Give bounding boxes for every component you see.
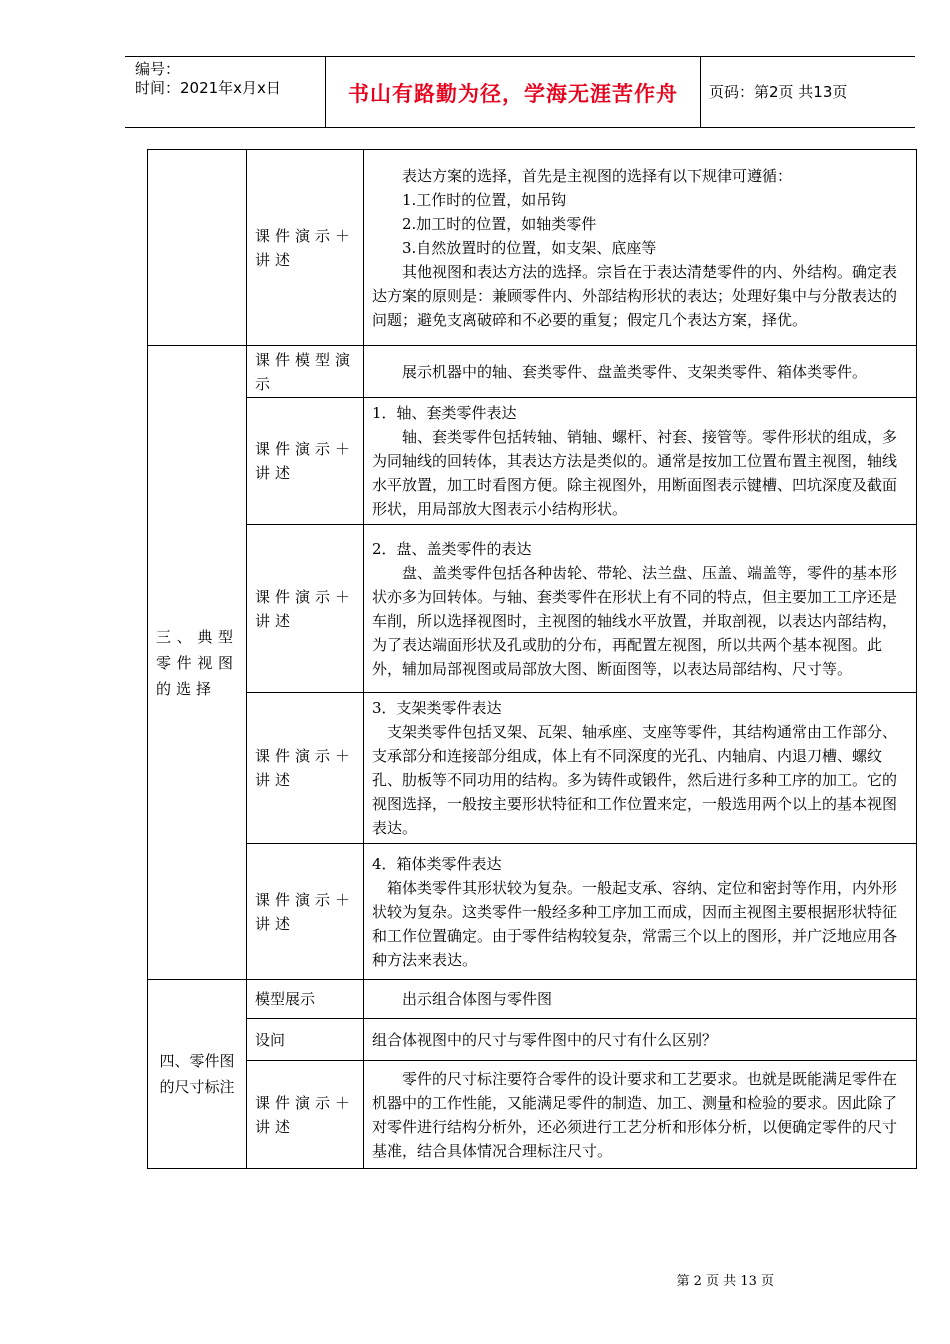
content-cell: 出示组合体图与零件图 [364,980,917,1019]
table-row [148,1019,917,1061]
table-row [148,346,917,398]
category-cell [148,150,247,346]
content-cell: 1．轴、套类零件表达 轴、套类零件包括转轴、销轴、螺杆、衬套、接管等。零件形状的组成，多为同轴线的回转体，其表达方法是类似的。通常是按加工位置布置主视图，轴线水平放置，加工时看图方便。除主视图外，用断面图表示键槽、凹坑深度及截面形状，用局部放大图表示小结构形状。 [364,398,917,525]
header-motto: 书山有路勤为径，学海无涯苦作舟 [348,82,678,106]
table-row [148,844,917,980]
table-row [148,980,917,1019]
table-row [148,693,917,844]
method-cell: 课件演示＋讲述 [247,844,364,980]
header-page-label: 页码：第2页 共13页 [709,83,848,101]
table-row [148,150,917,346]
lesson-table [147,149,917,1169]
subsection-heading: 4．箱体类零件表达 [372,854,502,873]
table-row [148,525,917,693]
table-row [148,398,917,525]
content-cell: 零件的尺寸标注要符合零件的设计要求和工艺要求。也就是既能满足零件在机器中的工作性能，又能满足零件的制造、加工、测量和检验的要求。因此除了对零件进行结构分析外，还必须进行工艺分析和形体分析，以便确定零件的尺寸基准，结合具体情况合理标注尺寸。 [364,1061,917,1169]
method-cell: 课件演示＋讲述 [247,1061,364,1169]
section-title-4: 四、零件图的尺寸标注 [148,980,247,1169]
content-cell: 4．箱体类零件表达 箱体类零件其形状较为复杂。一般起支承、容纳、定位和密封等作用，内外形状较为复杂。这类零件一般经多种工序加工而成，因而主视图主要根据形状特征和工作位置确定。由于零件结构较复杂，常需三个以上的图形，并广泛地应用各种方法来表达。 [364,844,917,980]
method-cell: 课件演示＋讲述 [247,398,364,525]
content-cell: 展示机器中的轴、套类零件、盘盖类零件、支架类零件、箱体类零件。 [364,346,917,398]
page-footer: 第 2 页 共 13 页 [676,1274,774,1289]
header-meta [135,60,281,98]
content-cell: 3．支架类零件表达 支架类零件包括叉架、瓦架、轴承座、支座等零件，其结构通常由工作部分、支承部分和连接部分组成，体上有不同深度的光孔、内轴肩、内退刀槽、螺纹孔、肋板等不同功用的结构。多为铸件或锻件，然后进行多种工序的加工。它的视图选择，一般按主要形状特征和工作位置来定，一般选用两个以上的基本视图表达。 [364,693,917,844]
method-cell: 模型展示 [247,980,364,1019]
method-cell: 课件演示＋讲述 [247,150,364,346]
method-cell: 课件演示＋讲述 [247,525,364,693]
table-row [148,1061,917,1169]
content-cell: 表达方案的选择，首先是主视图的选择有以下规律可遵循： 1.工作时的位置，如吊钩 2.加工时的位置，如轴类零件 3.自然放置时的位置，如支架、底座等 其他视图和表达方法的选择。宗旨在于表达清楚零件的内、外结构。确定表达方案的原则是：兼顾零件内、外部结构形状的表达；处理好集中与分散表达的问题；避免支离破碎和不必要的重复；假定几个表达方案，择优。 [364,150,917,346]
time-label: 时间：2021年x月x日 [135,79,281,97]
content-cell: 2．盘、盖类零件的表达 盘、盖类零件包括各种齿轮、带轮、法兰盘、压盖、端盖等，零件的基本形状亦多为回转体。与轴、套类零件在形状上有不同的特点，但主要加工工序还是车削，所以选择视图时，主视图的轴线水平放置，并取剖视，以表达内部结构，为了表达端面形状及孔或肋的分布，再配置左视图，所以共两个基本视图。此外，辅加局部视图或局部放大图、断面图等，以表达局部结构、尺寸等。 [364,525,917,693]
number-label: 编号： [135,60,181,78]
method-cell: 课件模型演示 [247,346,364,398]
subsection-heading: 1．轴、套类零件表达 [372,404,517,422]
page-header [125,56,915,128]
subsection-heading: 3．支架类零件表达 [372,699,502,717]
header-divider [700,57,701,127]
method-cell: 课件演示＋讲述 [247,693,364,844]
subsection-heading: 2．盘、盖类零件的表达 [372,539,532,558]
content-cell: 组合体视图中的尺寸与零件图中的尺寸有什么区别？ [364,1019,917,1061]
section-title-3: 三、典型零件视图的选择 [148,346,247,980]
method-cell: 设问 [247,1019,364,1061]
